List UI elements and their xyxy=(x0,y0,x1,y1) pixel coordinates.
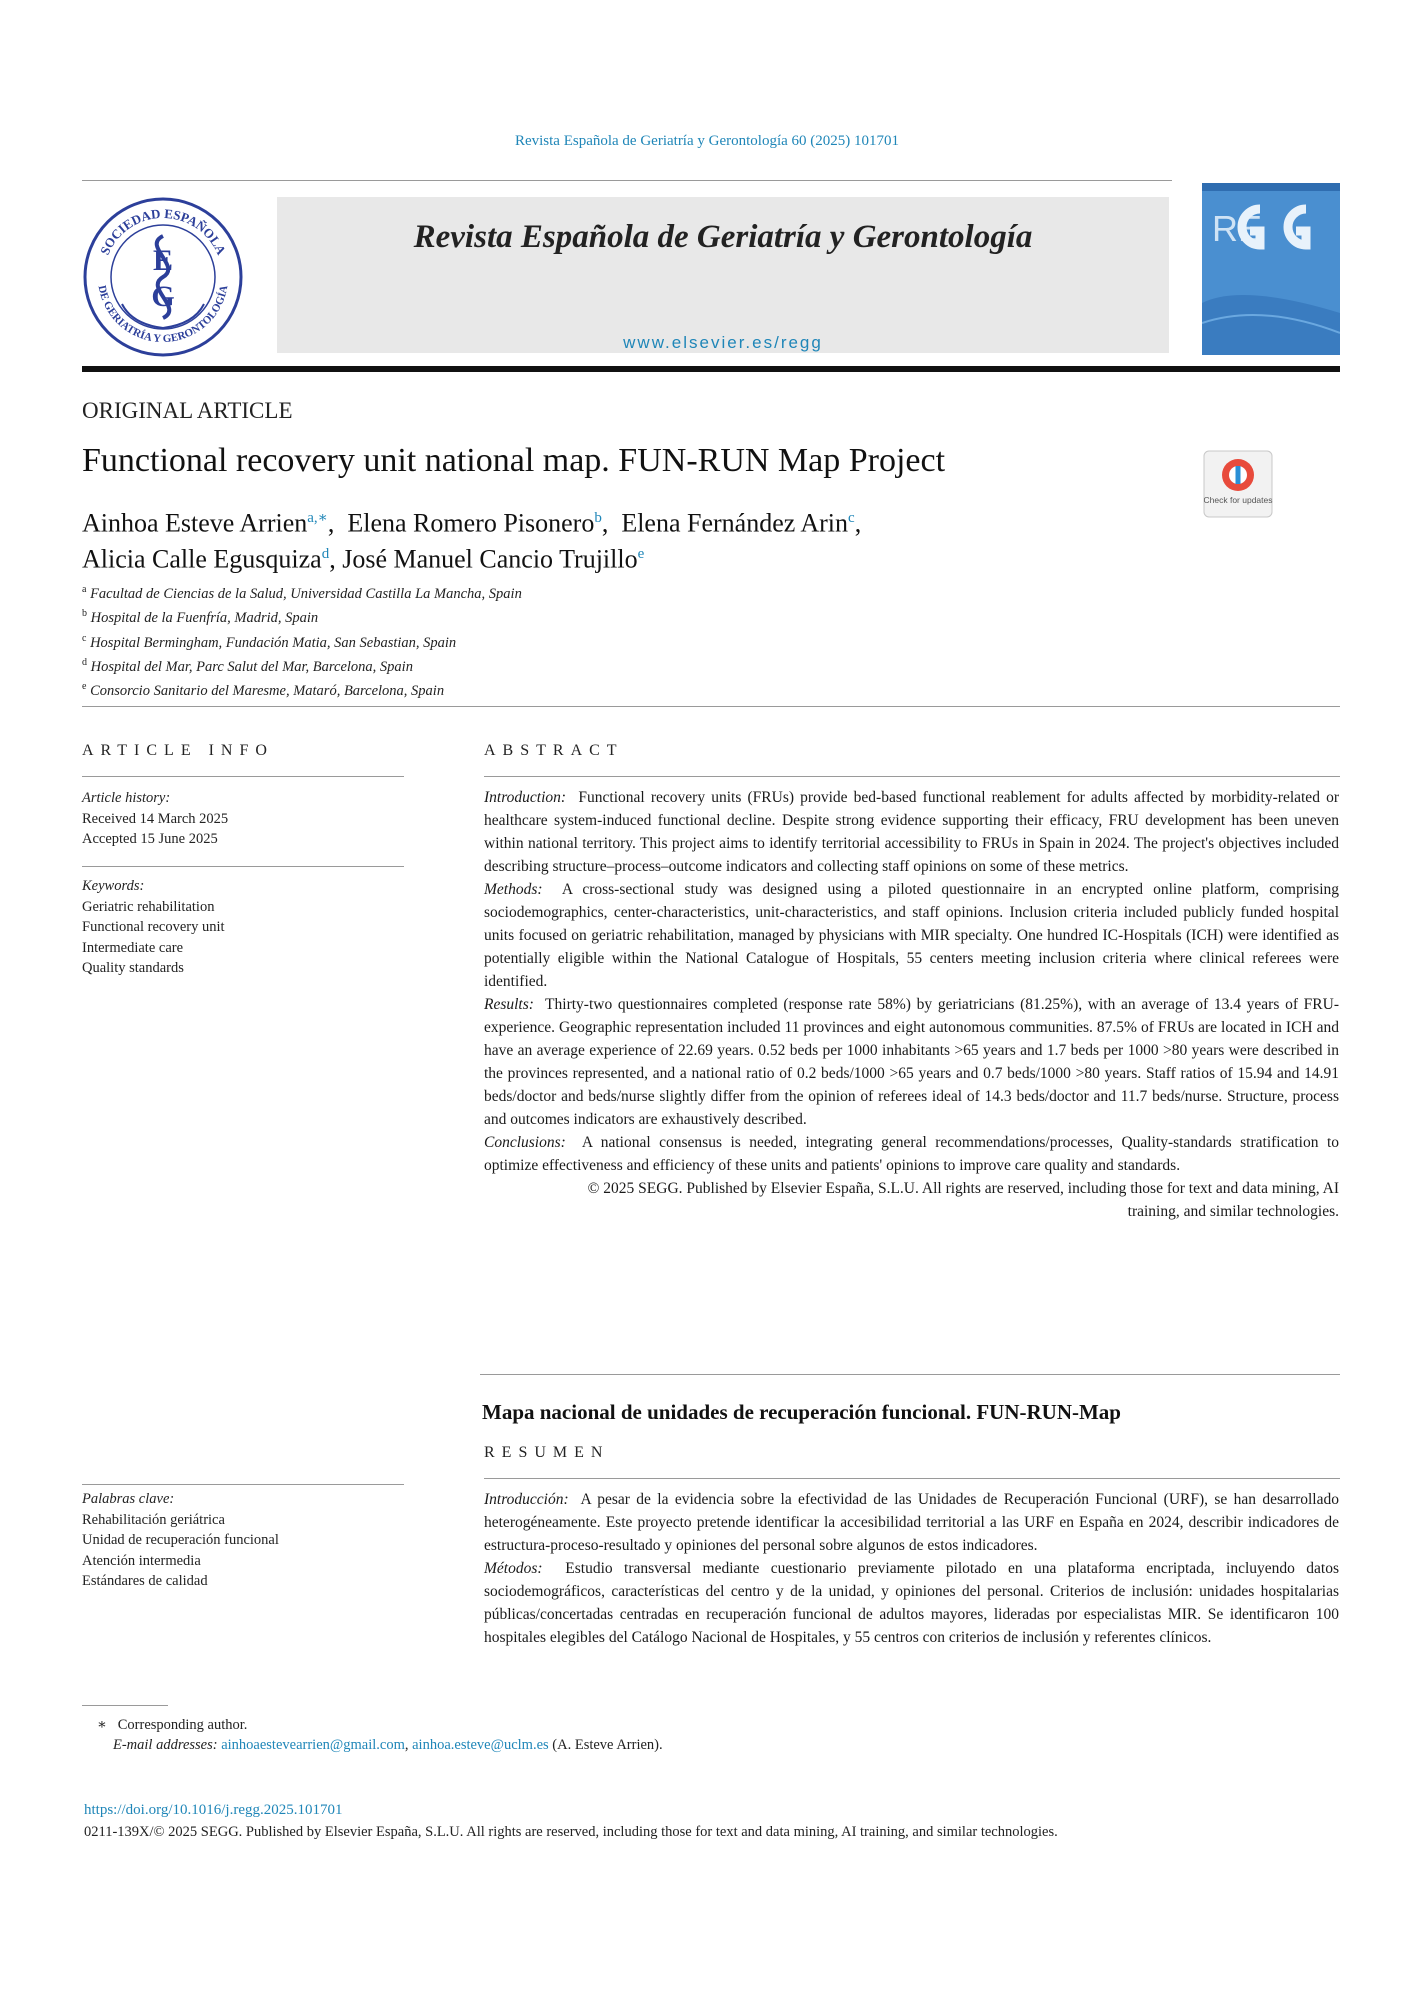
keyword: Atención intermedia xyxy=(82,1552,201,1569)
abstract-body xyxy=(484,786,1339,1223)
abstract-section: Conclusions: A national consensus is needed, integrating general recommendations/processes, Quality-standards stratification to optimize effectiveness and efficiency of these units and patients' opinions to improve care quality and standards. xyxy=(484,1134,1340,1174)
author-name: Alicia Calle Egusquiza xyxy=(82,544,322,574)
cover-text: RE xyxy=(1212,208,1263,249)
history-rule xyxy=(82,866,404,867)
resumen-section: Métodos: Estudio transversal mediante cuestionario previamente pilotado en una plataforma encriptada, incluyendo datos sociodemográficos, características del centro y de la unidad, y opiniones del personal. Criterios de inclusión: unidades hospitalarias públicas/concertadas centradas en recuperación funcional de adultos mayores, lideradas por especialistas MIR. Se identificaron 100 hospitales elegibles del Catálogo Nacional de Hospitales, y 55 centros con criterios de inclusión y referentes clínicos. xyxy=(484,1560,1340,1646)
abstract-section: Results: Thirty-two questionnaires completed (response rate 58%) by geriatricians (81.25%), with an average of 13.4 years of FRU-experience. Geographic representation included 11 provinces and eight autonomous communities. 87.5% of FRUs are located in ICH and have an average experience of 22.69 years. 0.52 beds per 1000 inhabitants >65 years and 1.7 beds per 1000 >80 years were described in the provinces represented, and a national ratio of 0.2 beds/1000 >65 years and 0.7 beds/1000 >80 years. Staff ratios of 15.94 and 14.91 beds/doctor and beds/nurse slightly differ from the opinion of referees ideal of 14.3 beds/doctor and 11.7 beds/nurse. Structure, process and outcomes indicators are exhaustively described. xyxy=(484,996,1339,1128)
author-name: José Manuel Cancio Trujillo xyxy=(342,544,638,574)
footnote-rule xyxy=(82,1705,168,1706)
corresponding-footnote: ∗ Corresponding author. E-mail addresses: ainhoaestevearrien@gmail.com, ainhoa.esteve@uclm.es (A. Esteve Arrien). xyxy=(97,1717,663,1753)
palabras-clave: Palabras clave: Rehabilitación geriátrica Unidad de recuperación funcional Atención intermedia Estándares de calidad xyxy=(82,1489,279,1592)
affiliation: $^b$ Hospital de la Fuenfría, Madrid, Spain xyxy=(82,608,319,627)
abstract-rule xyxy=(484,776,1340,777)
header-thick-rule xyxy=(82,366,1340,372)
section-type: ORIGINAL ARTICLE xyxy=(82,398,293,423)
keywords: Keywords: Geriatric rehabilitation Functional recovery unit Intermediate care Quality standards xyxy=(82,876,225,979)
check-updates-label: Check for updates xyxy=(1203,495,1273,505)
abstract-heading: ABSTRACT xyxy=(484,742,624,759)
article-title: Functional recovery unit national map. FUN-RUN Map Project xyxy=(82,442,946,479)
affiliation: $^e$ Consorcio Sanitario del Maresme, Mataró, Barcelona, Spain xyxy=(82,681,445,700)
affiliation: $^a$ Facultad de Ciencias de la Salud, Universidad Castilla La Mancha, Spain xyxy=(82,584,522,602)
author-affil-link[interactable]: a,∗ xyxy=(307,510,328,526)
resumen-rule xyxy=(484,1478,1340,1479)
email-link[interactable]: ainhoa.esteve@uclm.es xyxy=(412,1737,549,1753)
logo-text-bottom: DE GERIATRÍA Y GERONTOLOGÍA xyxy=(95,284,231,346)
article-info-heading: ARTICLE INFO xyxy=(82,742,274,759)
journal-url-link[interactable]: www.elsevier.es/regg xyxy=(623,333,823,352)
palabras-rule xyxy=(82,1484,404,1485)
affiliation: $^d$ Hospital del Mar, Parc Salut del Mar, Barcelona, Spain xyxy=(82,656,413,675)
keyword: Intermediate care xyxy=(82,939,184,956)
keyword: Functional recovery unit xyxy=(82,919,225,935)
keyword: Geriatric rehabilitation xyxy=(82,898,215,915)
keyword: Rehabilitación geriátrica xyxy=(82,1511,225,1528)
abstract-section: Methods: A cross-sectional study was designed using a piloted questionnaire in an encrypted online platform, comprising sociodemographics, center-characteristics, unit-characteristics, and staff opinions. Inclusion criteria included publicly funded hospital units focused on geriatric rehabilitation, managed by physicians with MIR specialty. One hundred IC-Hospitals (ICH) were identified as potentially eligible within the National Catalogue of Hospitals, 55 centers meeting inclusion criteria where clinical referees were identified. xyxy=(484,881,1339,990)
journal-cover xyxy=(1202,183,1340,355)
author-name: Ainhoa Esteve Arrien xyxy=(82,508,308,538)
author-affil-link[interactable]: c xyxy=(848,510,855,526)
resumen-rule-top xyxy=(480,1374,1340,1375)
resumen-body xyxy=(484,1488,1339,1649)
keyword: Estándares de calidad xyxy=(82,1573,208,1589)
issn-copyright: 0211-139X/© 2025 SEGG. Published by Elsevier España, S.L.U. All rights are reserved, including those for text and data mining, AI training, and similar technologies. xyxy=(84,1824,1058,1840)
keyword: Quality standards xyxy=(82,960,184,976)
author-affil-link[interactable]: d xyxy=(321,545,330,562)
doi-link[interactable]: https://doi.org/10.1016/j.regg.2025.101701 xyxy=(84,1802,343,1818)
affiliations xyxy=(82,580,522,702)
author-affil-link[interactable]: b xyxy=(594,510,602,526)
abstract-copyright: © 2025 SEGG. Published by Elsevier España, S.L.U. All rights are reserved, including those for text and data mining, AI training, and similar technologies. xyxy=(587,1180,1339,1220)
check-for-updates-button[interactable] xyxy=(1203,450,1273,518)
logo-text-top: SOCIEDAD ESPAÑOLA xyxy=(96,205,230,258)
author-name: Elena Romero Pisonero xyxy=(347,508,595,538)
resumen-section: Introducción: A pesar de la evidencia sobre la efectividad de las Unidades de Recuperación Funcional (URF), se han desarrollado heterogéneamente. Este proyecto pretende identificar la accesibilidad territorial a las URF en España en 2024, describir indicadores de estructura-proceso-resultado y opiniones del personal sobre algunos de estos indicadores. xyxy=(484,1491,1339,1554)
info-rule xyxy=(82,776,404,777)
affil-rule xyxy=(82,706,1340,707)
affiliation: $^c$ Hospital Bermingham, Fundación Matia, San Sebastian, Spain xyxy=(82,632,457,651)
resumen-title: Mapa nacional de unidades de recuperación funcional. FUN-RUN-Map xyxy=(482,1400,1121,1424)
article-history: Article history: Received 14 March 2025 Accepted 15 June 2025 xyxy=(82,790,229,847)
author-affil-link[interactable]: e xyxy=(637,545,645,562)
journal-reference: Revista Española de Geriatría y Gerontología 60 (2025) 101701 xyxy=(514,133,900,149)
logo-letter-g: G xyxy=(151,280,175,313)
journal-banner xyxy=(277,197,1169,353)
logo-letter-e: E xyxy=(152,244,174,277)
society-logo xyxy=(82,196,244,358)
keyword: Unidad de recuperación funcional xyxy=(82,1532,279,1548)
header-rule xyxy=(82,180,1172,181)
journal-title: Revista Española de Geriatría y Gerontología xyxy=(413,219,1033,255)
abstract-section: Introduction: Functional recovery units (FRUs) provide bed-based functional reablement for adults affected by morbidity-related or healthcare system-induced functional decline. Despite strong evidence supporting their efficacy, FRU development has been uneven within national territory. This project aims to identify territorial accessibility to FRUs in Spain in 2024. The project's objectives included describing structure–process–outcome indicators and collecting staff opinions on some of these metrics. xyxy=(484,789,1340,875)
resumen-heading: RESUMEN xyxy=(484,1444,610,1461)
author-name: Elena Fernández Arin xyxy=(621,508,849,538)
email-link[interactable]: ainhoaestevearrien@gmail.com xyxy=(221,1737,405,1753)
author-list: Ainhoa Esteve Arrien$^{a,∗}$, Elena Romero Pisonero$^b$, Elena Fernández Arin$^c$, Alicia Calle Egusquiza$^d$, José Manuel Cancio Trujillo$^e$ xyxy=(82,508,862,574)
